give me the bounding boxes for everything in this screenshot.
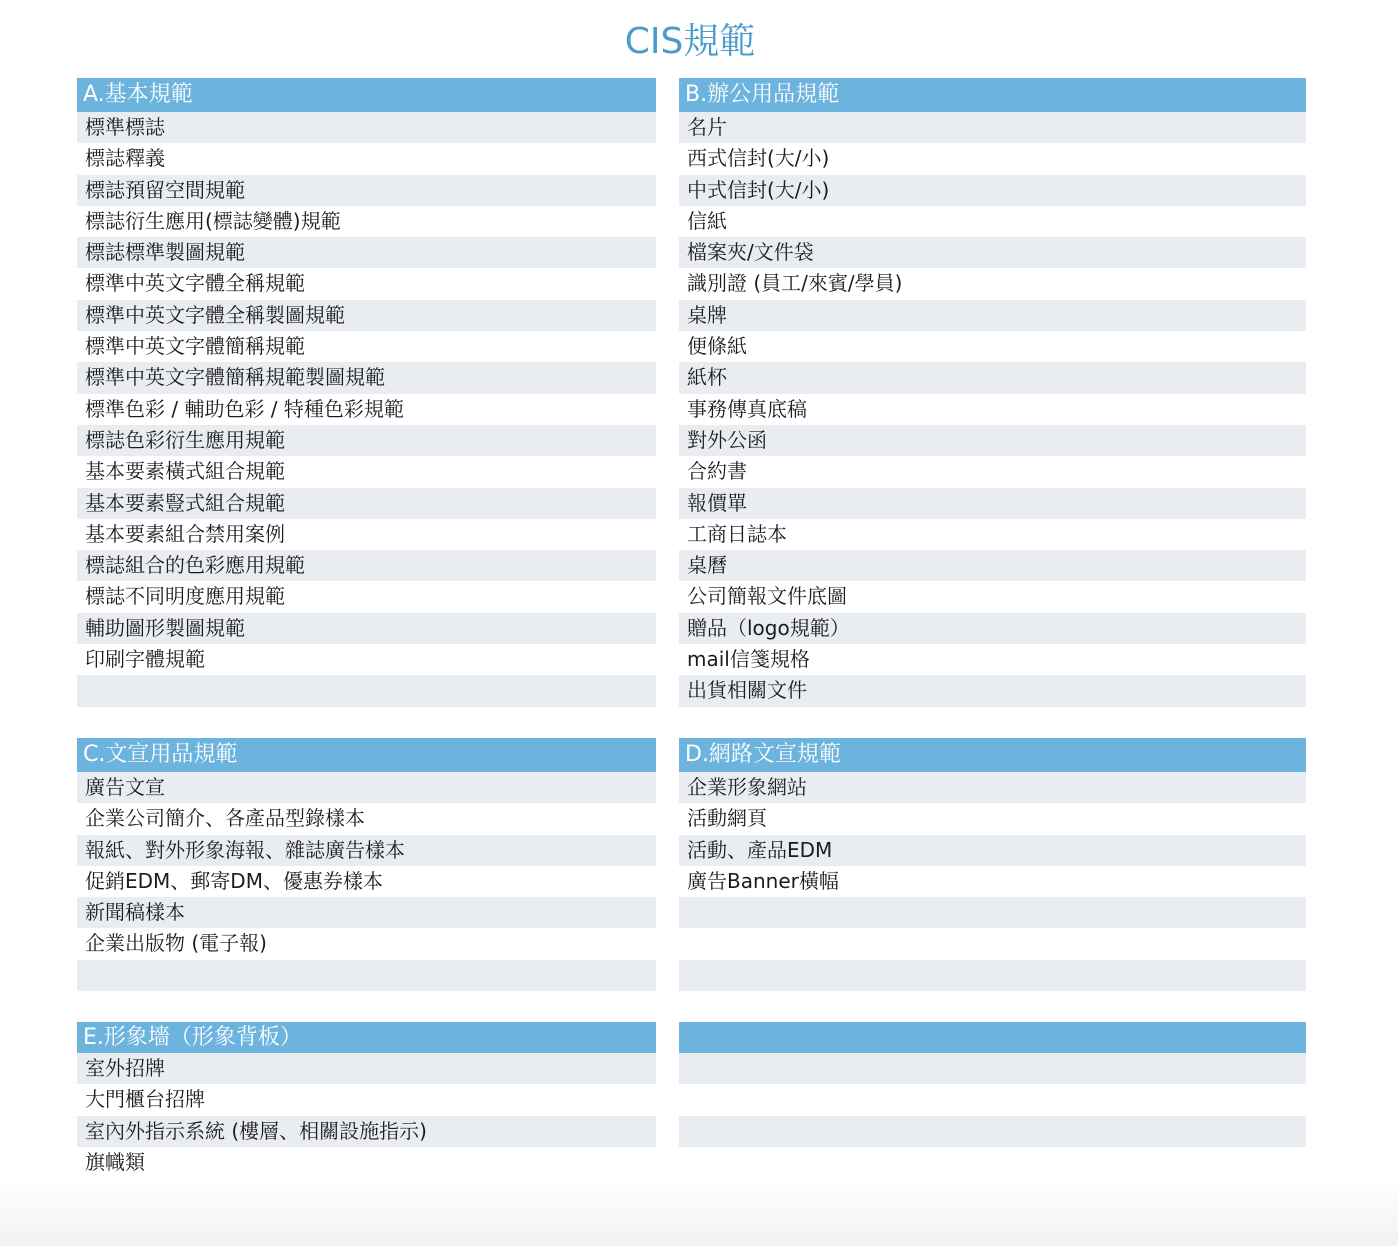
list-item: 輔助圖形製圖規範 [77, 613, 656, 644]
list-item: 基本要素橫式組合規範 [77, 456, 656, 487]
list-item: 企業出版物 (電子報) [77, 928, 656, 959]
section-rows [77, 1053, 656, 1178]
section-image-wall [77, 1022, 656, 1178]
list-item: 活動網頁 [679, 803, 1306, 834]
list-item: 報紙、對外形象海報、雜誌廣告樣本 [77, 835, 656, 866]
section-basic-standards [77, 78, 656, 738]
list-item: 標誌衍生應用(標誌變體)規範 [77, 206, 656, 237]
list-item [77, 707, 656, 738]
list-item: 大門櫃台招牌 [77, 1084, 656, 1115]
list-item: 贈品（logo規範） [679, 613, 1306, 644]
list-item: 標準色彩 / 輔助色彩 / 特種色彩規範 [77, 394, 656, 425]
list-item: 基本要素組合禁用案例 [77, 519, 656, 550]
list-item: 事務傳真底稿 [679, 394, 1306, 425]
list-item: 工商日誌本 [679, 519, 1306, 550]
list-item: 便條紙 [679, 331, 1306, 362]
list-item [679, 1053, 1306, 1084]
section-online-promotion-standards [679, 738, 1306, 1022]
list-item: 室外招牌 [77, 1053, 656, 1084]
section-promotional-materials-standards [77, 738, 656, 1022]
section-header: B.辦公用品規範 [679, 78, 1306, 112]
list-item [77, 991, 656, 1022]
section-rows [77, 112, 656, 738]
section-header: C.文宣用品規範 [77, 738, 656, 772]
list-item [679, 991, 1306, 1022]
list-item: 中式信封(大/小) [679, 175, 1306, 206]
list-item: 標誌標準製圖規範 [77, 237, 656, 268]
list-item: 合約書 [679, 456, 1306, 487]
list-item: 紙杯 [679, 362, 1306, 393]
list-item: 標誌預留空間規範 [77, 175, 656, 206]
list-item: 印刷字體規範 [77, 644, 656, 675]
list-item: 室內外指示系統 (樓層、相關設施指示) [77, 1116, 656, 1147]
list-item: 檔案夾/文件袋 [679, 237, 1306, 268]
section-rows [679, 772, 1306, 1022]
list-item: 基本要素豎式組合規範 [77, 488, 656, 519]
list-item [77, 675, 656, 706]
section-rows [679, 112, 1306, 738]
list-item: 標誌組合的色彩應用規範 [77, 550, 656, 581]
list-item: 桌曆 [679, 550, 1306, 581]
list-item: 出貨相關文件 [679, 675, 1306, 706]
list-item: 標準中英文字體簡稱規範製圖規範 [77, 362, 656, 393]
page-bottom-fade [0, 1176, 1398, 1246]
list-item: 對外公函 [679, 425, 1306, 456]
list-item: 標準中英文字體全稱製圖規範 [77, 300, 656, 331]
list-item: 新聞稿樣本 [77, 897, 656, 928]
list-item: 廣告Banner橫幅 [679, 866, 1306, 897]
section-header [679, 1022, 1306, 1053]
list-item [679, 928, 1306, 959]
list-item: 活動、產品EDM [679, 835, 1306, 866]
list-item: 桌牌 [679, 300, 1306, 331]
list-item: 標誌色彩衍生應用規範 [77, 425, 656, 456]
list-item: 信紙 [679, 206, 1306, 237]
list-item: 公司簡報文件底圖 [679, 581, 1306, 612]
list-item: mail信箋規格 [679, 644, 1306, 675]
list-item [679, 960, 1306, 991]
list-item: 標誌釋義 [77, 143, 656, 174]
list-item: 標準中英文字體全稱規範 [77, 268, 656, 299]
section-rows [679, 1053, 1306, 1178]
page-title: CIS規範 [624, 21, 756, 62]
list-item [679, 707, 1306, 738]
list-item: 標準標誌 [77, 112, 656, 143]
list-item: 西式信封(大/小) [679, 143, 1306, 174]
section-header: A.基本規範 [77, 78, 656, 112]
list-item [679, 897, 1306, 928]
list-item: 廣告文宣 [77, 772, 656, 803]
list-item [77, 960, 656, 991]
list-item [679, 1084, 1306, 1115]
list-item: 標誌不同明度應用規範 [77, 581, 656, 612]
list-item [679, 1116, 1306, 1147]
section-office-supplies-standards [679, 78, 1306, 738]
list-item: 旗幟類 [77, 1147, 656, 1178]
list-item: 促銷EDM、郵寄DM、優惠券樣本 [77, 866, 656, 897]
section-header: D.網路文宣規範 [679, 738, 1306, 772]
list-item: 企業公司簡介、各產品型錄樣本 [77, 803, 656, 834]
list-item: 標準中英文字體簡稱規範 [77, 331, 656, 362]
list-item: 識別證 (員工/來賓/學員) [679, 268, 1306, 299]
list-item: 名片 [679, 112, 1306, 143]
list-item: 報價單 [679, 488, 1306, 519]
list-item [679, 1147, 1306, 1178]
list-item: 企業形象網站 [679, 772, 1306, 803]
section-empty [679, 1022, 1306, 1178]
section-header: E.形象墻（形象背板） [77, 1022, 656, 1053]
section-rows [77, 772, 656, 1022]
